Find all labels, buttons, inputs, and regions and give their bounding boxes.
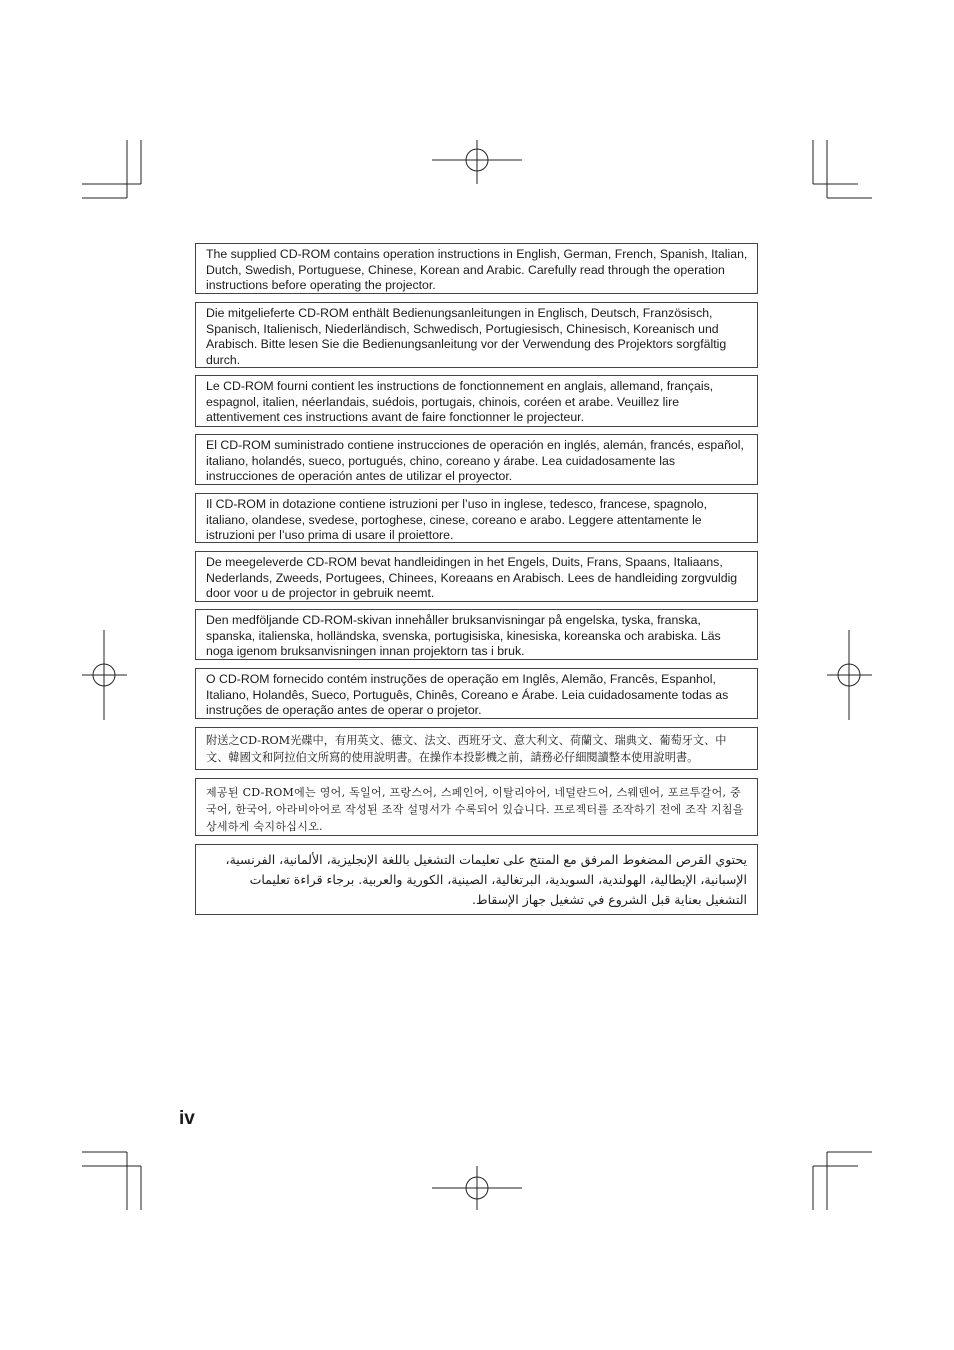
page-number: iv: [179, 1108, 195, 1129]
notice-swedish: [195, 609, 758, 660]
notice-portuguese-text: O CD-ROM fornecido contém instruções de operação em Inglês, Alemão, Francês, Espanhol, Italiano, Holandês, Sueco, Português, Chinês, Coreano e Árabe. Leia cuidadosamente todas as instruções de operação antes de operar o projetor.: [206, 672, 729, 717]
notice-english-text: The supplied CD-ROM contains operation instructions in English, German, French, Spanish, Italian, Dutch, Swedish, Portuguese, Chinese, Korean and Arabic. Carefully read through the operation instructions before operating the projector.: [206, 247, 748, 292]
notice-spanish: [195, 434, 758, 485]
notice-dutch-text: De meegeleverde CD-ROM bevat handleidingen in het Engels, Duits, Frans, Spaans, Italiaans, Nederlands, Zweeds, Portugees, Chinees, Koreaans en Arabisch. Lees de handleiding zorgvuldig door voor u de projector in gebruik neemt.: [206, 555, 738, 600]
notice-dutch: [195, 551, 758, 602]
notice-chinese: [195, 727, 758, 770]
notice-korean: [195, 778, 758, 836]
notice-korean-text: 제공된 CD-ROM에는 영어, 독일어, 프랑스어, 스페인어, 이탈리아어, 네덜란드어, 스웨덴어, 포르투갈어, 중국어, 한국어, 아라비아어로 작성된 조작 설명서가 수록되어 있습니다. 프로젝터를 조작하기 전에 조작 지침을 상세하게 숙지하십시오.: [206, 786, 744, 833]
notice-french-text: Le CD-ROM fourni contient les instructions de fonctionnement en anglais, allemand, français, espagnol, italien, néerlandais, suédois, portugais, chinois, coréen et arabe. Veuillez lire attentivement ces instructions avant de faire fonctionner le projecteur.: [206, 379, 714, 424]
notice-chinese-text: 附送之CD-ROM光碟中，有用英文、德文、法文、西班牙文、意大利文、荷蘭文、瑞典文、葡萄牙文、中文、韓國文和阿拉伯文所寫的使用說明書。在操作本投影機之前，請務必仔細閱讀整本使用說明書。: [206, 734, 727, 764]
notice-french: [195, 375, 758, 427]
notice-swedish-text: Den medföljande CD-ROM-skivan innehåller bruksanvisningar på engelska, tyska, franska, spanska, italienska, holländska, svenska, portugisiska, kinesiska, koreanska och arabiska. Läs noga igenom bruksanvisningen innan projektorn tas i bruk.: [206, 613, 721, 658]
notice-english: [195, 243, 758, 294]
notice-arabic-text: يحتوي القرص المضغوط المرفق مع المنتج على تعليمات التشغيل باللغة الإنجليزية، الألمانية، الفرنسية، الإسبانية، الإيطالية، الهولندية، السويدية، البرتغالية، الصينية، الكورية والعربية. برجاء قراءة تعليمات التشغيل بعناية قبل الشروع في تشغيل جهاز الإسقاط.: [225, 852, 747, 907]
notice-italian-text: Il CD-ROM in dotazione contiene istruzioni per l’uso in inglese, tedesco, francese, spagnolo, italiano, olandese, svedese, portoghese, cinese, coreano e arabo. Leggere attentamente le istruzioni per l’uso prima di usare il proiettore.: [206, 497, 708, 542]
notice-italian: [195, 493, 758, 543]
notice-portuguese: [195, 668, 758, 719]
notice-german: [195, 302, 758, 368]
notice-german-text: Die mitgelieferte CD-ROM enthält Bedienungsanleitungen in Englisch, Deutsch, Französisch, Spanisch, Italienisch, Niederländisch, Schwedisch, Portugiesisch, Chinesisch, Koreanisch und Arabisch. Bitte lesen Sie die Bedienungsanleitung vor der Verwendung des Projektors sorgfältig durch.: [206, 306, 727, 367]
notice-arabic: [195, 844, 758, 915]
notice-spanish-text: El CD-ROM suministrado contiene instrucciones de operación en inglés, alemán, francés, español, italiano, holandés, sueco, portugués, chino, coreano y árabe. Lea cuidadosamente las instrucciones de operación antes de utilizar el proyector.: [206, 438, 744, 483]
